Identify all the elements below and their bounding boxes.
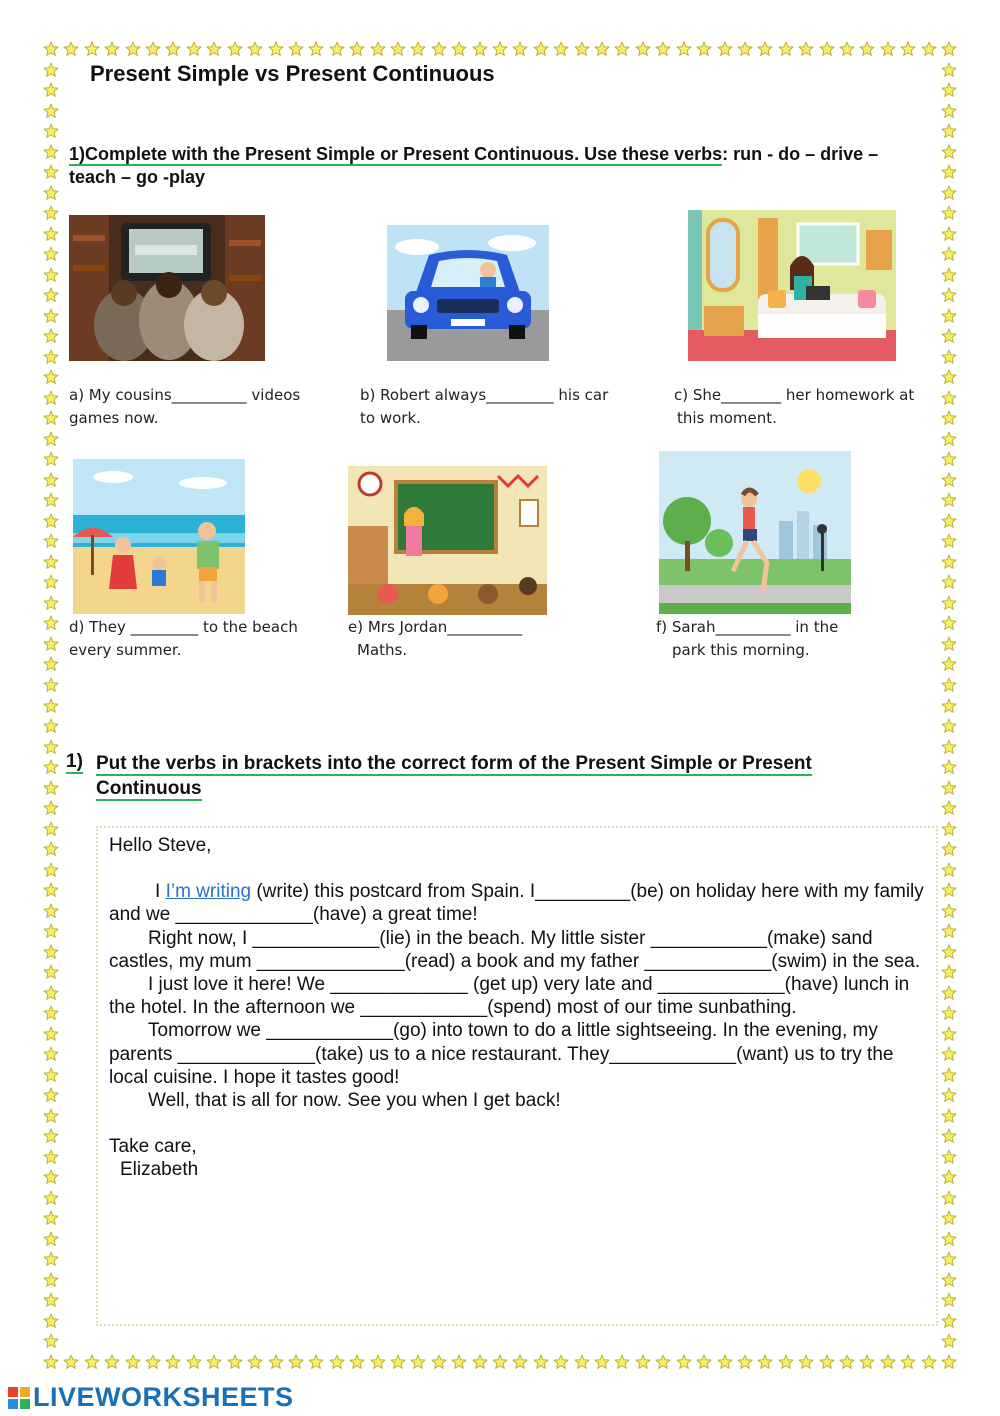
border-star-icon [43, 246, 59, 262]
border-star-icon [43, 492, 59, 508]
border-star-icon [921, 41, 937, 57]
border-star-icon [696, 41, 712, 57]
border-star-icon [308, 1354, 324, 1370]
border-star-icon [370, 41, 386, 57]
border-star-icon [819, 41, 835, 57]
item-c-caption [674, 384, 934, 430]
border-star-icon [941, 1067, 957, 1083]
border-star-icon [43, 1333, 59, 1349]
border-star-icon [43, 41, 59, 57]
picture-car [387, 225, 549, 361]
border-star-icon [43, 636, 59, 652]
border-star-icon [43, 226, 59, 242]
border-star-icon [43, 615, 59, 631]
border-star-icon [43, 185, 59, 201]
border-star-icon [941, 718, 957, 734]
border-star-icon [676, 1354, 692, 1370]
border-star-icon [880, 1354, 896, 1370]
border-star-icon [941, 1046, 957, 1062]
logo-text: LIVEWORKSHEETS [33, 1382, 294, 1412]
border-star-icon [104, 41, 120, 57]
border-star-icon [941, 1251, 957, 1267]
border-star-icon [43, 882, 59, 898]
border-star-icon [125, 1354, 141, 1370]
logo-icon [8, 1385, 30, 1407]
border-star-icon [43, 1087, 59, 1103]
border-star-icon [43, 513, 59, 529]
border-star-icon [574, 41, 590, 57]
border-star-icon [941, 410, 957, 426]
border-star-icon [165, 41, 181, 57]
border-star-icon [63, 41, 79, 57]
border-star-icon [941, 923, 957, 939]
border-star-icon [941, 821, 957, 837]
border-star-icon [43, 595, 59, 611]
letter-greeting: Hello Steve, [109, 835, 212, 856]
border-star-icon [941, 841, 957, 857]
item-c-line2: this moment. [677, 409, 777, 427]
border-star-icon [43, 287, 59, 303]
border-star-icon [43, 1251, 59, 1267]
border-star-icon [43, 821, 59, 837]
border-star-icon [941, 1313, 957, 1329]
letter-paragraph-5: Well, that is all for now. See you when I get back! [148, 1090, 561, 1112]
border-star-icon [43, 1272, 59, 1288]
border-star-icon [43, 1210, 59, 1226]
border-star-icon [43, 1292, 59, 1308]
border-star-icon [43, 1231, 59, 1247]
border-star-icon [839, 41, 855, 57]
item-b-caption [360, 384, 625, 430]
item-c-line1: c) She________ her homework at [674, 386, 915, 404]
picture-running [659, 451, 851, 614]
border-star-icon [43, 985, 59, 1001]
border-star-icon [43, 862, 59, 878]
border-star-icon [553, 1354, 569, 1370]
border-star-icon [308, 41, 324, 57]
border-star-icon [43, 903, 59, 919]
exercise-2-instruction [96, 751, 876, 801]
border-star-icon [941, 390, 957, 406]
border-star-icon [941, 636, 957, 652]
border-star-icon [43, 780, 59, 796]
border-star-icon [941, 533, 957, 549]
border-star-icon [941, 1190, 957, 1206]
border-star-icon [43, 205, 59, 221]
border-star-icon [941, 1149, 957, 1165]
border-star-icon [492, 1354, 508, 1370]
border-star-icon [941, 492, 957, 508]
item-b-line1: b) Robert always_________ his car [360, 386, 609, 404]
border-star-icon [451, 1354, 467, 1370]
postcard-text [109, 834, 929, 1182]
border-star-icon [594, 41, 610, 57]
item-f-line1: f) Sarah__________ in the [656, 618, 839, 636]
border-star-icon [247, 1354, 263, 1370]
border-star-icon [880, 41, 896, 57]
border-star-icon [43, 410, 59, 426]
border-star-icon [941, 226, 957, 242]
border-star-icon [43, 1190, 59, 1206]
border-star-icon [941, 164, 957, 180]
border-star-icon [941, 103, 957, 119]
border-star-icon [43, 1005, 59, 1021]
border-star-icon [43, 759, 59, 775]
border-star-icon [43, 944, 59, 960]
border-star-icon [145, 1354, 161, 1370]
border-star-icon [186, 41, 202, 57]
border-star-icon [941, 287, 957, 303]
border-star-icon [676, 41, 692, 57]
border-star-icon [717, 41, 733, 57]
border-star-icon [941, 1087, 957, 1103]
border-star-icon [104, 1354, 120, 1370]
picture-classroom [348, 466, 547, 615]
item-f-line2: park this morning. [672, 641, 810, 659]
border-star-icon [472, 41, 488, 57]
letter-paragraph-4: Tomorrow we ____________(go) into town to do a little sightseeing. In the evening, my parents _____________(take) us to a nice restaurant. They____________(want) us to try the local cuisine. I hope it tastes good! [109, 1020, 894, 1088]
border-star-icon [941, 185, 957, 201]
border-star-icon [941, 62, 957, 78]
border-star-icon [43, 1354, 59, 1370]
border-star-icon [614, 41, 630, 57]
border-star-icon [941, 431, 957, 447]
border-star-icon [43, 390, 59, 406]
border-star-icon [941, 1292, 957, 1308]
page-title: Present Simple vs Present Continuous [90, 61, 495, 86]
border-star-icon [941, 82, 957, 98]
border-star-icon [941, 944, 957, 960]
border-star-icon [186, 1354, 202, 1370]
border-star-icon [635, 41, 651, 57]
border-star-icon [941, 615, 957, 631]
item-d-line1: d) They _________ to the beach [69, 618, 298, 636]
border-star-icon [941, 574, 957, 590]
border-star-icon [941, 144, 957, 160]
letter-paragraph-1: I I’m writing (write) this postcard from Spain. I_________(be) on holiday here with my family and we _____________(have) a great time! [109, 881, 924, 926]
border-star-icon [492, 41, 508, 57]
border-star-icon [859, 1354, 875, 1370]
border-star-icon [941, 472, 957, 488]
letter-closing: Take care, [109, 1136, 197, 1158]
border-star-icon [431, 1354, 447, 1370]
border-star-icon [206, 1354, 222, 1370]
border-star-icon [778, 41, 794, 57]
item-a-line2: games now. [69, 409, 159, 427]
border-star-icon [512, 1354, 528, 1370]
exercise-1-verb-list: : run - do – drive – teach – go -play [69, 144, 879, 187]
border-star-icon [43, 554, 59, 570]
border-star-icon [370, 1354, 386, 1370]
border-star-icon [941, 308, 957, 324]
letter-paragraph-2: Right now, I ____________(lie) in the beach. My little sister ___________(make) sand castles, my mum ______________(read) a book and my father ____________(swim) in the sea. [109, 927, 921, 972]
border-star-icon [941, 513, 957, 529]
border-star-icon [43, 698, 59, 714]
border-star-icon [43, 1128, 59, 1144]
border-star-icon [941, 739, 957, 755]
border-star-icon [43, 841, 59, 857]
border-star-icon [329, 1354, 345, 1370]
border-star-icon [43, 1026, 59, 1042]
exercise-1-instruction [69, 143, 929, 189]
border-star-icon [43, 677, 59, 693]
border-star-icon [288, 1354, 304, 1370]
border-star-icon [941, 698, 957, 714]
item-e-caption [348, 616, 608, 662]
border-star-icon [941, 1108, 957, 1124]
border-star-icon [941, 800, 957, 816]
border-star-icon [349, 1354, 365, 1370]
border-star-icon [941, 1333, 957, 1349]
border-star-icon [84, 41, 100, 57]
border-star-icon [43, 656, 59, 672]
border-star-icon [43, 1313, 59, 1329]
border-star-icon [431, 41, 447, 57]
border-star-icon [941, 1128, 957, 1144]
border-star-icon [43, 164, 59, 180]
border-star-icon [125, 41, 141, 57]
border-star-icon [43, 328, 59, 344]
border-star-icon [941, 759, 957, 775]
border-star-icon [268, 1354, 284, 1370]
border-star-icon [43, 103, 59, 119]
border-star-icon [941, 369, 957, 385]
border-star-icon [43, 369, 59, 385]
border-star-icon [247, 41, 263, 57]
letter-signature: Elizabeth [120, 1159, 199, 1181]
picture-beach [73, 459, 245, 614]
border-star-icon [206, 41, 222, 57]
border-star-icon [43, 267, 59, 283]
border-star-icon [757, 1354, 773, 1370]
item-b-line2: to work. [360, 409, 421, 427]
item-e-line1: e) Mrs Jordan__________ [348, 618, 523, 636]
border-star-icon [717, 1354, 733, 1370]
border-star-icon [84, 1354, 100, 1370]
picture-girl-laptop [688, 210, 896, 361]
border-star-icon [655, 1354, 671, 1370]
border-star-icon [941, 780, 957, 796]
border-star-icon [737, 41, 753, 57]
border-star-icon [390, 41, 406, 57]
border-star-icon [941, 1231, 957, 1247]
border-star-icon [410, 1354, 426, 1370]
border-star-icon [635, 1354, 651, 1370]
border-star-icon [941, 554, 957, 570]
border-star-icon [696, 1354, 712, 1370]
item-a-caption [69, 384, 329, 430]
border-star-icon [941, 595, 957, 611]
exercise-2-number: 1) [66, 751, 83, 772]
border-star-icon [941, 882, 957, 898]
border-star-icon [43, 1149, 59, 1165]
border-star-icon [941, 41, 957, 57]
border-star-icon [941, 1354, 957, 1370]
border-star-icon [941, 349, 957, 365]
border-star-icon [451, 41, 467, 57]
item-a-line1: a) My cousins__________ videos [69, 386, 301, 404]
border-star-icon [43, 451, 59, 467]
border-star-icon [594, 1354, 610, 1370]
border-star-icon [839, 1354, 855, 1370]
border-star-icon [43, 472, 59, 488]
exercise-2-instruction-text: Put the verbs in brackets into the correct form of the Present Simple or Present Continuous [96, 753, 812, 799]
border-star-icon [941, 677, 957, 693]
border-star-icon [43, 1169, 59, 1185]
border-star-icon [43, 123, 59, 139]
border-star-icon [553, 41, 569, 57]
border-star-icon [941, 451, 957, 467]
border-star-icon [941, 985, 957, 1001]
border-star-icon [43, 718, 59, 734]
border-star-icon [43, 800, 59, 816]
border-star-icon [43, 574, 59, 590]
border-star-icon [227, 41, 243, 57]
border-star-icon [43, 349, 59, 365]
border-star-icon [798, 41, 814, 57]
border-star-icon [43, 431, 59, 447]
border-star-icon [614, 1354, 630, 1370]
border-star-icon [941, 328, 957, 344]
border-star-icon [43, 1108, 59, 1124]
item-f-caption [656, 616, 916, 662]
border-star-icon [941, 246, 957, 262]
border-star-icon [390, 1354, 406, 1370]
border-star-icon [43, 739, 59, 755]
border-star-icon [43, 82, 59, 98]
border-star-icon [43, 62, 59, 78]
border-star-icon [574, 1354, 590, 1370]
border-star-icon [941, 903, 957, 919]
border-star-icon [43, 964, 59, 980]
border-star-icon [43, 308, 59, 324]
border-star-icon [798, 1354, 814, 1370]
border-star-icon [900, 1354, 916, 1370]
border-star-icon [859, 41, 875, 57]
border-star-icon [165, 1354, 181, 1370]
example-answer-link[interactable]: I’m writing [165, 881, 252, 903]
border-star-icon [941, 964, 957, 980]
border-star-icon [921, 1354, 937, 1370]
picture-video-games [69, 215, 265, 361]
border-star-icon [778, 1354, 794, 1370]
border-star-icon [941, 267, 957, 283]
border-star-icon [533, 1354, 549, 1370]
border-star-icon [43, 144, 59, 160]
border-star-icon [655, 41, 671, 57]
border-star-icon [941, 1005, 957, 1021]
item-d-caption [69, 616, 329, 662]
border-star-icon [941, 1026, 957, 1042]
border-star-icon [512, 41, 528, 57]
letter-paragraph-3: I just love it here! We _____________ (get up) very late and ____________(have) lunch in the hotel. In the afternoon we ____________(spend) most of our time sunbathing. [109, 974, 910, 1019]
border-star-icon [941, 205, 957, 221]
border-star-icon [43, 533, 59, 549]
border-star-icon [288, 41, 304, 57]
border-star-icon [329, 41, 345, 57]
exercise-1-instruction-main: 1)Complete with the Present Simple or Present Continuous. Use these verbs [69, 144, 723, 164]
border-star-icon [941, 1210, 957, 1226]
border-star-icon [43, 1046, 59, 1062]
border-star-icon [268, 41, 284, 57]
border-star-icon [43, 1067, 59, 1083]
border-star-icon [941, 656, 957, 672]
border-star-icon [941, 1169, 957, 1185]
border-star-icon [819, 1354, 835, 1370]
border-star-icon [900, 41, 916, 57]
border-star-icon [533, 41, 549, 57]
border-star-icon [63, 1354, 79, 1370]
liveworksheets-logo[interactable] [8, 1382, 294, 1413]
border-star-icon [941, 1272, 957, 1288]
border-star-icon [43, 923, 59, 939]
item-d-line2: every summer. [69, 641, 182, 659]
border-star-icon [472, 1354, 488, 1370]
border-star-icon [941, 862, 957, 878]
border-star-icon [145, 41, 161, 57]
border-star-icon [737, 1354, 753, 1370]
border-star-icon [941, 123, 957, 139]
border-star-icon [349, 41, 365, 57]
border-star-icon [410, 41, 426, 57]
item-e-line2: Maths. [357, 641, 408, 659]
border-star-icon [757, 41, 773, 57]
border-star-icon [227, 1354, 243, 1370]
